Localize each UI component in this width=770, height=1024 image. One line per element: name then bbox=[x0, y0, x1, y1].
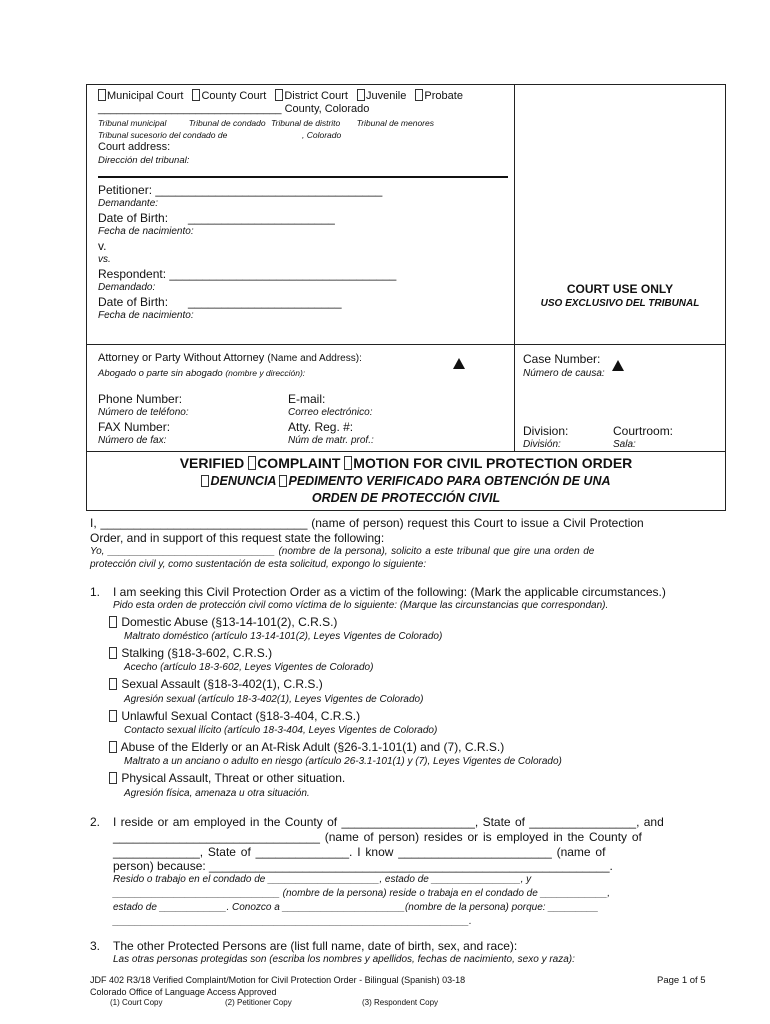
domestic-abuse-label: Domestic Abuse (§13-14-101(2), C.R.S.) bbox=[121, 615, 338, 629]
tribunal-municipal: Tribunal municipal bbox=[98, 118, 167, 128]
triangle-up-icon bbox=[453, 358, 465, 369]
elder-abuse-label: Abuse of the Elderly or an At-Risk Adult (§26-3.1-101(1) and (7), C.R.S.) bbox=[120, 740, 505, 754]
municipal-court-label: Municipal Court bbox=[107, 90, 184, 102]
item-2-number: 2. bbox=[90, 815, 101, 829]
intro-es-1[interactable]: Yo, ______________________________ (nombre de la persona), solicito a este tribunal que gire una orden de bbox=[90, 546, 595, 557]
option-stalking[interactable] bbox=[109, 646, 272, 660]
colorado-es: , Colorado bbox=[302, 130, 342, 140]
attorney-label-text: Attorney or Party Without Attorney bbox=[98, 352, 265, 364]
attorney-label-es-text: Abogado o parte sin abogado bbox=[98, 368, 223, 379]
option-unlawful-contact-es: Contacto sexual ilícito (artículo 18-3-404, Leyes Vigentes de Colorado) bbox=[124, 725, 438, 736]
title-motion: MOTION FOR CIVIL PROTECTION ORDER bbox=[353, 455, 633, 471]
county-court-checkbox[interactable] bbox=[192, 90, 266, 102]
title-line-1 bbox=[86, 455, 726, 471]
courtroom-label: Courtroom: bbox=[613, 424, 674, 438]
item-2-es-4[interactable]: ________________________________________________________________. bbox=[113, 916, 472, 927]
triangle-up-icon-case bbox=[612, 360, 624, 371]
fax-label: FAX Number: bbox=[98, 420, 171, 434]
courtroom-label-es: Sala: bbox=[613, 439, 636, 450]
footer-court-copy: (1) Court Copy bbox=[110, 998, 163, 1007]
item-3-text: The other Protected Persons are (list full name, date of birth, sex, and race): bbox=[113, 939, 518, 953]
item-2-es-3[interactable]: estado de ____________. Conozco a ______________________(nombre de la persona) porque: _________ bbox=[113, 902, 599, 913]
fax-label-es: Número de fax: bbox=[98, 435, 167, 446]
option-sexual-assault-es: Agresión sexual (artículo 18-3-402(1), Leyes Vigentes de Colorado) bbox=[124, 694, 424, 705]
dob1-label: Date of Birth: bbox=[98, 211, 169, 225]
email-label-es: Correo electrónico: bbox=[288, 407, 373, 418]
probate-label: Probate bbox=[424, 90, 463, 102]
case-number-label-es: Número de causa: bbox=[523, 368, 605, 379]
complaint-checkbox[interactable] bbox=[248, 455, 340, 471]
stalking-checkbox[interactable] bbox=[109, 647, 117, 659]
option-domestic-abuse[interactable] bbox=[109, 615, 337, 629]
physical-assault-label: Physical Assault, Threat or other situation. bbox=[121, 771, 346, 785]
title-pedimento: PEDIMENTO VERIFICADO PARA OBTENCIÓN DE UNA bbox=[288, 474, 611, 488]
elder-abuse-checkbox[interactable] bbox=[109, 741, 117, 753]
dob1-field[interactable]: ______________________ bbox=[188, 211, 335, 225]
item-1-text-es: Pido esta orden de protección civil como víctima de lo siguiente: (Marque las circunstancias que correspondan). bbox=[113, 600, 609, 611]
footer-petitioner-copy: (2) Petitioner Copy bbox=[225, 998, 292, 1007]
juvenile-checkbox[interactable] bbox=[357, 90, 406, 102]
title-complaint: COMPLAINT bbox=[257, 455, 341, 471]
intro-es-2: protección civil y, como sustentación de esta solicitud, expongo lo siguiente: bbox=[90, 559, 427, 570]
denuncia-checkbox[interactable] bbox=[201, 474, 276, 488]
dob2-label-es: Fecha de nacimiento: bbox=[98, 310, 194, 321]
petitioner-label-es: Demandante: bbox=[98, 198, 159, 209]
title-line-3: ORDEN DE PROTECCIÓN CIVIL bbox=[311, 491, 501, 505]
atty-reg-label-es: Núm de matr. prof.: bbox=[288, 435, 374, 446]
district-court-checkbox[interactable] bbox=[275, 90, 348, 102]
stalking-label: Stalking (§18-3-602, C.R.S.) bbox=[121, 646, 273, 660]
district-court-label: District Court bbox=[284, 90, 348, 102]
title-line-2 bbox=[86, 474, 726, 488]
item-2-es-2[interactable]: ______________________________ (nombre de la persona) reside o trabaja en el condado de ____________, bbox=[113, 888, 611, 899]
attorney-label-small: (Name and Address): bbox=[267, 353, 362, 364]
court-type-options bbox=[98, 89, 463, 102]
court-options-es-2: Tribunal sucesorio del condado de bbox=[98, 130, 228, 140]
case-number-label: Case Number: bbox=[523, 352, 601, 366]
motion-checkbox[interactable] bbox=[344, 455, 632, 471]
intro-line-2: Order, and in support of this request state the following: bbox=[90, 531, 385, 545]
email-label: E-mail: bbox=[288, 392, 326, 406]
juvenile-label: Juvenile bbox=[365, 90, 407, 102]
versus: v. bbox=[98, 239, 107, 253]
petitioner-field[interactable]: Petitioner: __________________________________ bbox=[98, 183, 383, 197]
pedimento-checkbox[interactable] bbox=[279, 474, 610, 488]
attorney-label bbox=[98, 352, 362, 364]
dob1-label-es: Fecha de nacimiento: bbox=[98, 226, 194, 237]
sexual-assault-checkbox[interactable] bbox=[109, 678, 117, 690]
atty-reg-label: Atty. Reg. #: bbox=[288, 420, 354, 434]
footer-page: Page 1 of 5 bbox=[657, 975, 706, 986]
division-label-es: División: bbox=[523, 439, 561, 450]
item-1-number: 1. bbox=[90, 585, 101, 599]
sexual-assault-label: Sexual Assault (§18-3-402(1), C.R.S.) bbox=[121, 677, 323, 691]
title-denuncia: DENUNCIA bbox=[210, 474, 276, 488]
county-colorado-line[interactable]: ______________________________ County, Colorado bbox=[98, 103, 370, 115]
item-2-line-1[interactable]: I reside or am employed in the County of ____________________, State of ________________, and bbox=[113, 815, 664, 829]
address-separator bbox=[98, 176, 508, 178]
footer-office: Colorado Office of Language Access Approved bbox=[90, 987, 277, 997]
option-unlawful-contact[interactable] bbox=[109, 709, 360, 723]
tribunal-condado: Tribunal de condado bbox=[188, 118, 266, 128]
option-sexual-assault[interactable] bbox=[109, 677, 323, 691]
dob2-field[interactable]: _______________________ bbox=[188, 295, 342, 309]
option-elder-abuse[interactable] bbox=[109, 740, 504, 754]
court-use-only: COURT USE ONLY bbox=[566, 282, 674, 296]
respondent-field[interactable]: Respondent: __________________________________ bbox=[98, 267, 397, 281]
probate-checkbox[interactable] bbox=[415, 90, 463, 102]
item-2-es-1[interactable]: Resido o trabajo en el condado de ____________________, estado de ________________, y bbox=[113, 874, 532, 885]
option-elder-abuse-es: Maltrato a un anciano o adulto en riesgo (artículo 26-3.1-101(1) y (7), Leyes Vigentes de Colorado) bbox=[124, 756, 562, 767]
item-1-text: I am seeking this Civil Protection Order as a victim of the following: (Mark the applicable circumstances.) bbox=[113, 585, 666, 599]
unlawful-contact-label: Unlawful Sexual Contact (§18-3-404, C.R.S.) bbox=[121, 709, 361, 723]
tribunal-menores: Tribunal de menores bbox=[356, 118, 434, 128]
caption-divider-horizontal bbox=[86, 344, 726, 345]
court-address-label-es: Dirección del tribunal: bbox=[98, 155, 190, 166]
county-court-label: County Court bbox=[201, 90, 267, 102]
item-2-line-2[interactable]: _______________________________ (name of person) resides or is employed in the County of bbox=[113, 830, 642, 844]
item-3-number: 3. bbox=[90, 939, 101, 953]
option-stalking-es: Acecho (artículo 18-3-602, Leyes Vigentes de Colorado) bbox=[124, 662, 374, 673]
caption-divider-vertical bbox=[514, 84, 515, 452]
item-2-line-4[interactable]: person) because: ____________________________________________________________. bbox=[113, 859, 613, 873]
option-physical-assault-es: Agresión física, amenaza u otra situación. bbox=[124, 788, 310, 799]
intro-line-1[interactable]: I, _______________________________ (name of person) request this Court to issue a Civil Protection bbox=[90, 516, 644, 530]
attorney-label-es-small: (nombre y dirección): bbox=[225, 368, 306, 378]
municipal-court-checkbox[interactable] bbox=[98, 90, 183, 102]
unlawful-contact-checkbox[interactable] bbox=[109, 710, 117, 722]
versus-es: vs. bbox=[98, 254, 111, 265]
respondent-label-es: Demandado: bbox=[98, 282, 156, 293]
division-label: Division: bbox=[523, 424, 569, 438]
court-use-only-es: USO EXCLUSIVO DEL TRIBUNAL bbox=[540, 298, 700, 309]
court-address-label: Court address: bbox=[98, 141, 171, 153]
phone-label: Phone Number: bbox=[98, 392, 183, 406]
tribunal-distrito: Tribunal de distrito bbox=[270, 118, 341, 128]
footer-respondent-copy: (3) Respondent Copy bbox=[362, 998, 439, 1007]
court-options-es-1 bbox=[98, 118, 434, 128]
footer-form-id: JDF 402 R3/18 Verified Complaint/Motion for Civil Protection Order - Bilingual (Spanish) 03-18 bbox=[90, 975, 466, 985]
physical-assault-checkbox[interactable] bbox=[109, 772, 117, 784]
item-2-line-3[interactable]: _____________, State of ______________. I know _______________________ (name of bbox=[113, 845, 606, 859]
option-physical-assault[interactable] bbox=[109, 771, 345, 785]
attorney-label-es bbox=[98, 368, 305, 379]
title-verified: VERIFIED bbox=[179, 455, 245, 471]
domestic-abuse-checkbox[interactable] bbox=[109, 616, 117, 628]
item-3-text-es: Las otras personas protegidas son (escriba los nombres y apellidos, fechas de nacimiento, sexo y raza): bbox=[113, 954, 575, 965]
dob2-label: Date of Birth: bbox=[98, 295, 169, 309]
option-domestic-abuse-es: Maltrato doméstico (artículo 13-14-101(2), Leyes Vigentes de Colorado) bbox=[124, 631, 443, 642]
phone-label-es: Número de teléfono: bbox=[98, 407, 189, 418]
